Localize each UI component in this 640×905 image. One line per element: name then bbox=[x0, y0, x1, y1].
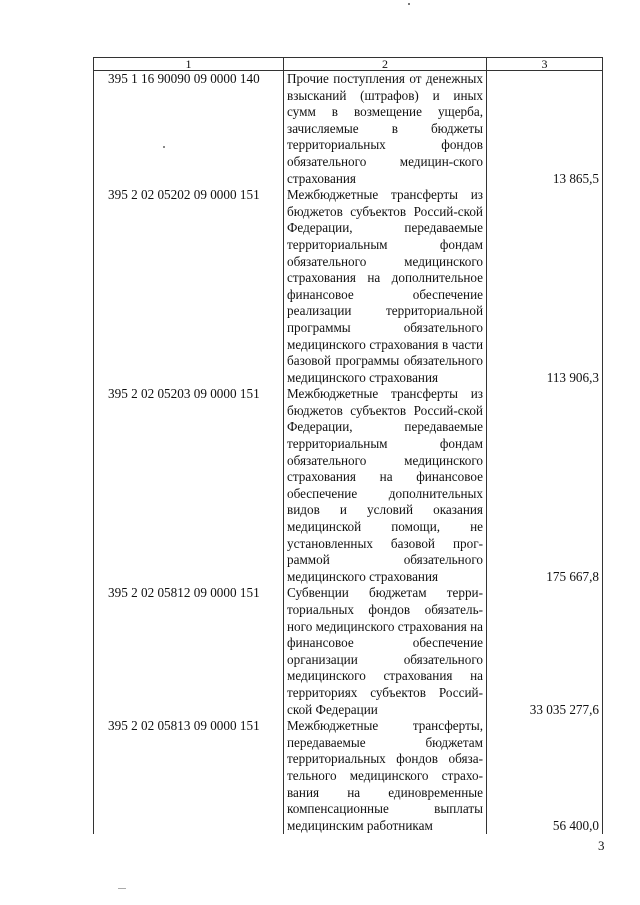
column-header: 1 bbox=[94, 58, 284, 71]
page-number: 3 bbox=[598, 838, 605, 853]
budget-code: 395 2 02 05812 09 0000 151 bbox=[94, 585, 284, 718]
column-header: 2 bbox=[284, 58, 487, 71]
header-row bbox=[94, 58, 603, 71]
budget-code: 395 2 02 05203 09 0000 151 bbox=[94, 386, 284, 585]
income-description: Прочие поступления от денежных взысканий (штрафов) и иных сумм в возмещение ущерба, зачисляемые в бюджеты территориальных фондов обязательного медицин-ского страхования bbox=[284, 71, 487, 188]
budget-code: 395 1 16 90090 09 0000 140 bbox=[94, 71, 284, 188]
income-description: Субвенции бюджетам терри-ториальных фондов обязатель-ного медицинского страхования на финансовое обеспечение организации обязательного медицинского страхования на территориях субъектов Россий-ской Федерации bbox=[284, 585, 487, 718]
table-row bbox=[94, 71, 603, 188]
table-row bbox=[94, 718, 603, 834]
amount: 33 035 277,6 bbox=[487, 585, 603, 718]
budget-code: 395 2 02 05813 09 0000 151 bbox=[94, 718, 284, 834]
amount: 113 906,3 bbox=[487, 187, 603, 386]
table-row bbox=[94, 585, 603, 718]
amount: 13 865,5 bbox=[487, 71, 603, 188]
table-row bbox=[94, 386, 603, 585]
column-header: 3 bbox=[487, 58, 603, 71]
budget-table bbox=[93, 57, 603, 834]
income-description: Межбюджетные трансферты из бюджетов субъектов Россий-ской Федерации, передаваемые территориальным фондам обязательного медицинского страхования на финансовое обеспечение дополнительных видов и условий оказания медицинской помощи, не установленных базовой прог-раммой обязательного медицинского страхования bbox=[284, 386, 487, 585]
amount: 56 400,0 bbox=[487, 718, 603, 834]
table-row bbox=[94, 187, 603, 386]
scan-mark bbox=[408, 3, 410, 5]
income-description: Межбюджетные трансферты из бюджетов субъектов Россий-ской Федерации, передаваемые территориальным фондам обязательного медицинского страхования на дополнительное финансовое обеспечение реализации территориальной программы обязательного медицинского страхования в части базовой программы обязательного медицинского страхования bbox=[284, 187, 487, 386]
amount: 175 667,8 bbox=[487, 386, 603, 585]
scan-mark bbox=[118, 888, 126, 889]
income-description: Межбюджетные трансферты, передаваемые бюджетам территориальных фондов обяза-тельного медицинского страхо-вания на единовременные компенсационные выплаты медицинским работникам bbox=[284, 718, 487, 834]
budget-code: 395 2 02 05202 09 0000 151 bbox=[94, 187, 284, 386]
